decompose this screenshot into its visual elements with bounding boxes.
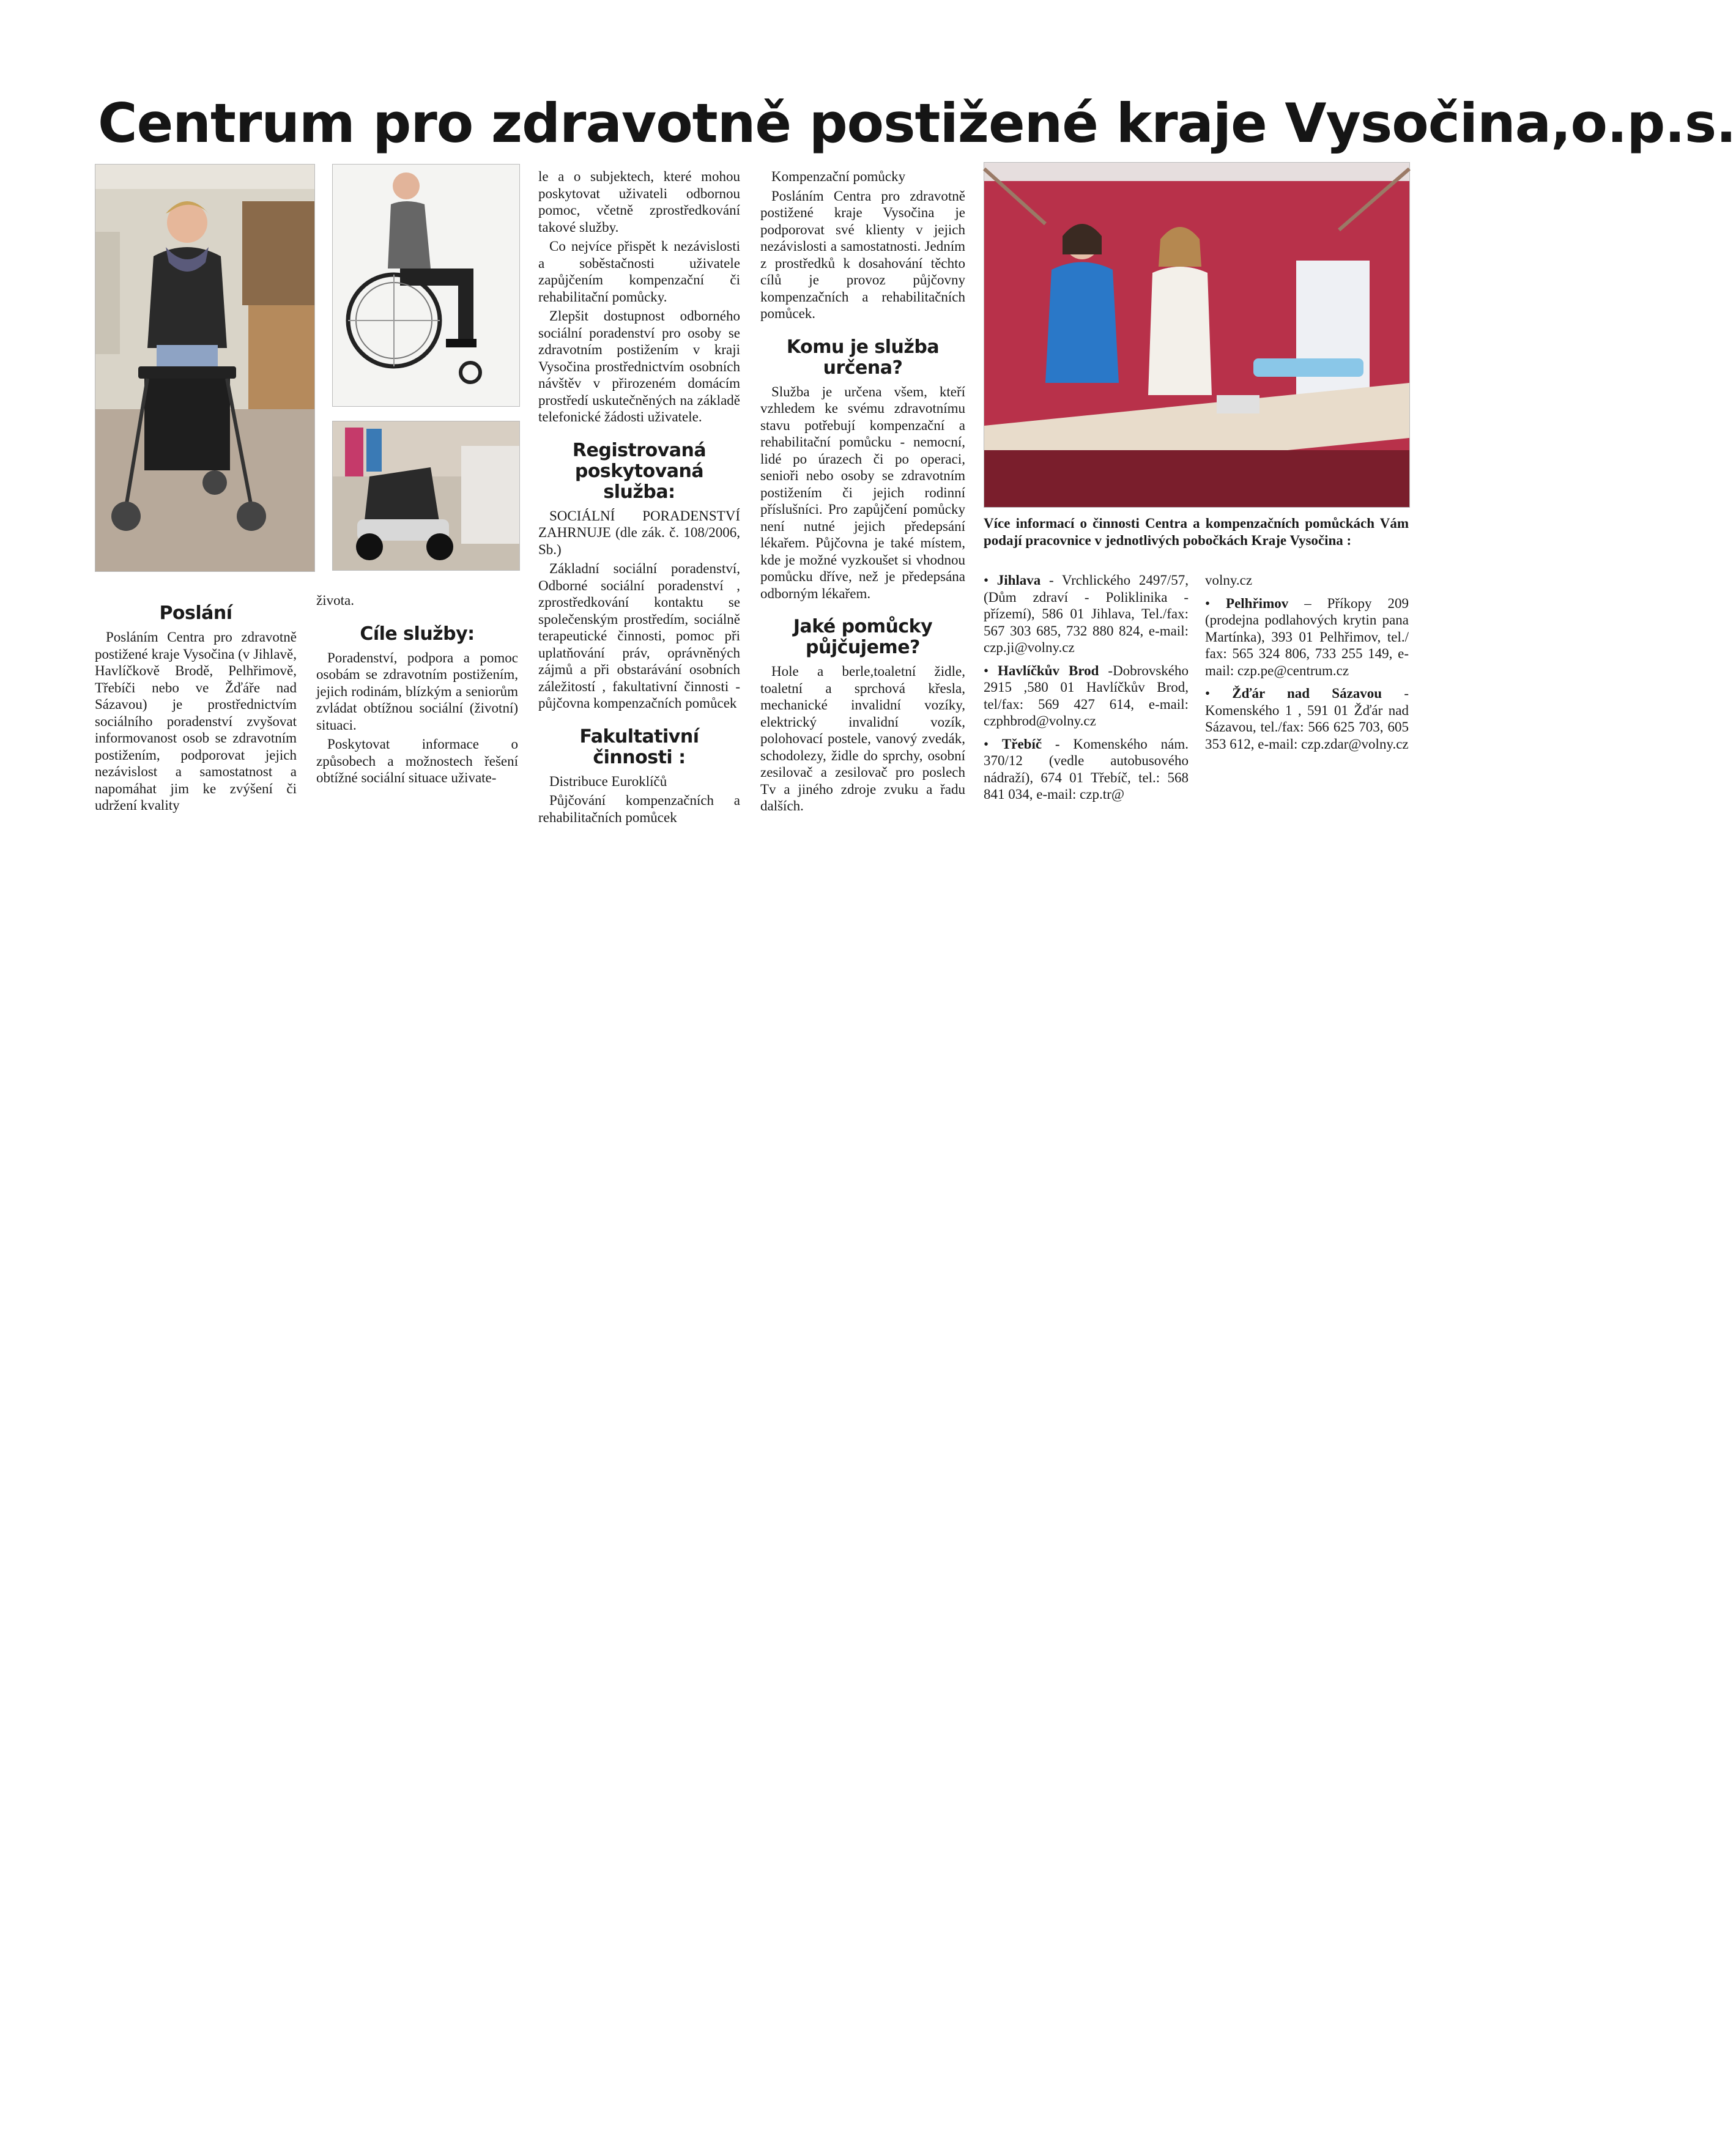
fakultativni-paragraph-1: Distribuce Euroklíčů: [549, 773, 667, 789]
branch-jihlava: • Jihlava - Vrchlického 2497/57, (Dům zdraví - Poliklinika - přízemí), 586 01 Jihlava, Tel./fax: 567 303 685, 732 880 824, e-mail: czp.ji@volny.cz: [984, 572, 1189, 655]
branch-trebic-details: - Komenského nám. 370/12 (vedle autobusového nádraží), 674 01 Třebíč, tel.: 568 841 034, e-mail: czp.tr@: [984, 736, 1189, 802]
headline: Centrum pro zdravotně postižené kraje Vysočina,o.p.s.: [98, 92, 1736, 155]
heading-jake-pomucky: Jaké pomůcky půjčujeme?: [793, 616, 933, 658]
column-3: [538, 168, 740, 828]
column-1: [95, 588, 297, 817]
zivota-continuation: života.: [316, 593, 354, 608]
col3-paragraph-3: Zlepšit dostupnost odborného sociální poradenství pro osoby se zdravotním postižením v kraji Vysočina prostřednictvím osobních návštěv v přirozeném domácím prostředí uskutečněných na základě telefonické žádosti uživatele.: [538, 308, 740, 424]
branch-jihlava-name: Jihlava: [996, 572, 1041, 588]
heading-fakultativni-cinnosti: Fakultativní činnosti :: [579, 725, 699, 768]
column-4: [760, 168, 965, 817]
branch-havlickuv-brod-name: Havlíčkův Brod: [998, 662, 1099, 678]
jake-paragraph: Hole a berle,toaletní židle, toaletní a sprchová křesla, mechanické invalidní vozíky, elektrický invalidní vozík, polohovací postele, vanový zvedák, schodolezy, židle do sprchy, osobní zesilovač a zesilovač pro poslech Tv a jiného zdroje zvuku a řadu dalších.: [760, 664, 965, 813]
heading-registrovana-sluzba: Registrovaná poskytovaná služba:: [572, 439, 707, 503]
kompenzacni-pomucky-label: Kompenzační pomůcky: [771, 169, 906, 184]
photo-man-in-wheelchair: [332, 164, 520, 407]
photo-stand-with-two-women: [984, 162, 1410, 508]
heading-cile-sluzby: Cíle služby:: [360, 623, 475, 645]
komu-paragraph: Služba je určena všem, kteří vzhledem ke svému zdravotnímu stavu potřebují kompenzační a rehabilitační pomůcku - nemocní, lidé po úrazech či po operaci, senioři nebo osoby se zdravotním postižením či jejich rodinní příslušníci. Pro zapůjčení pomůcky není nutné jejich předepsání lékařem. Půjčovna je také místem, kde je možné vyzkoušet si vhodnou pomůcku dříve, než je předepsána odborným lékařem.: [760, 383, 965, 601]
photo-woman-with-rollator: [95, 164, 315, 572]
branch-havlickuv-brod-details: -Dobrovského 2915 ,580 01 Havlíčkův Brod, tel/fax: 569 427 614, e-mail: czphbrod@volny.cz: [984, 662, 1189, 728]
registrovana-paragraph-2: Základní sociální poradenství, Odborné sociální poradenství , zprostředkování kontaktu se společenským prostředím, sociálně terapeutické činnosti, pomoc při uplatňování práv, oprávněných zájmů a při obstarávání osobních záležitostí , fakultativní činnosti - půjčovna kompenzačních pomůcek: [538, 561, 740, 711]
branch-trebic-name: Třebíč: [1001, 736, 1042, 752]
col3-paragraph-1: le a o subjektech, které mohou poskytovat uživateli odbornou pomoc, včetně zprostředkování takové služby.: [538, 169, 740, 235]
branches-left-column: [984, 572, 1189, 809]
info-block: [984, 515, 1409, 551]
fakultativni-paragraph-2: Půjčování kompenzačních a rehabilitačních pomůcek: [538, 793, 740, 825]
column-2: [316, 592, 518, 789]
branch-pelhrimov: • Pelhřimov – Příkopy 209 (prodejna podlahových krytin pana Martínka), 393 01 Pelhřimov, tel./ fax: 565 324 806, 733 255 149, e-mail: czp.pe@centrum.cz: [1205, 595, 1409, 678]
col4-paragraph-1: Posláním Centra pro zdravotně postižené kraje Vysočina je podporovat své klienty v jejich nezávislosti a samostatnosti. Jedním z prostředků k dosahování těchto cílů je provoz půjčovny kompenzačních a rehabilitačních pomůcek.: [760, 188, 965, 321]
branch-trebic: • Třebíč - Komenského nám. 370/12 (vedle autobusového nádraží), 674 01 Třebíč, tel.: 568 841 034, e-mail: czp.tr@: [984, 736, 1189, 802]
branch-pelhrimov-details: – Příkopy 209 (prodejna podlahových krytin pana Martínka), 393 01 Pelhřimov, tel./ fax: 565 324 806, 733 255 149, e-mail: czp.pe@centrum.cz: [1205, 595, 1409, 678]
heading-komu-je-sluzba-urcena: Komu je služba určena?: [786, 336, 940, 379]
branch-havlickuv-brod: • Havlíčkův Brod -Dobrovského 2915 ,580 01 Havlíčkův Brod, tel/fax: 569 427 614, e-mail: czphbrod@volny.cz: [984, 662, 1189, 728]
photo-electric-scooter: [332, 421, 520, 571]
heading-poslani: Poslání: [159, 602, 232, 624]
info-intro: Více informací o činnosti Centra a kompenzačních pomůckách Vám podají pracovnice v jednotlivých pobočkách Kraje Vysočina :: [984, 516, 1409, 548]
cile-paragraph-1: Poradenství, podpora a pomoc osobám se zdravotním postižením, jejich rodinám, blízkým a seniorům zvládat obtížnou sociální (životní) situaci.: [316, 650, 518, 733]
branch-zdar-nad-sazavou-details: - Komenského 1 , 591 01 Žďár nad Sázavou, tel./fax: 566 625 703, 605 353 612, e-mail: czp.zdar@volny.cz: [1205, 686, 1409, 752]
branch-zdar-nad-sazavou-name: Žďár nad Sázavou: [1232, 686, 1382, 701]
branch-trebic-email-continuation: volny.cz: [1205, 572, 1253, 588]
branch-jihlava-details: - Vrchlického 2497/57, (Dům zdraví - Poliklinika - přízemí), 586 01 Jihlava, Tel./fax: 567 303 685, 732 880 824, e-mail: czp.ji@volny.cz: [984, 572, 1189, 655]
branches-right-column: [1205, 572, 1409, 758]
poslani-text: Posláním Centra pro zdravotně postižené kraje Vysočina (v Jihlavě, Havlíčkově Brodě, Pelhřimově, Třebíči nebo ve Žďáře nad Sázavou) je prostřednictvím sociálního poradenství zvyšovat informovanost osob se zdravotním postižením, podporovat jejich nezávislost a samostatnost a napomáhat jim ke zvýšení či udržení kvality: [95, 629, 297, 813]
branch-pelhrimov-name: Pelhřimov: [1226, 595, 1289, 611]
cile-paragraph-2: Poskytovat informace o způsobech a možnostech řešení obtížné sociální situace uživate-: [316, 736, 518, 785]
registrovana-paragraph-1: SOCIÁLNÍ PORADENSTVÍ ZAHRNUJE (dle zák. č. 108/2006, Sb.): [538, 508, 740, 557]
col3-paragraph-2: Co nejvíce přispět k nezávislosti a soběstačnosti uživatele zapůjčením kompenzační či rehabilitační pomůcky.: [538, 239, 740, 305]
branch-zdar-nad-sazavou: • Žďár nad Sázavou - Komenského 1 , 591 01 Žďár nad Sázavou, tel./fax: 566 625 703, 605 353 612, e-mail: czp.zdar@volny.cz: [1205, 686, 1409, 752]
